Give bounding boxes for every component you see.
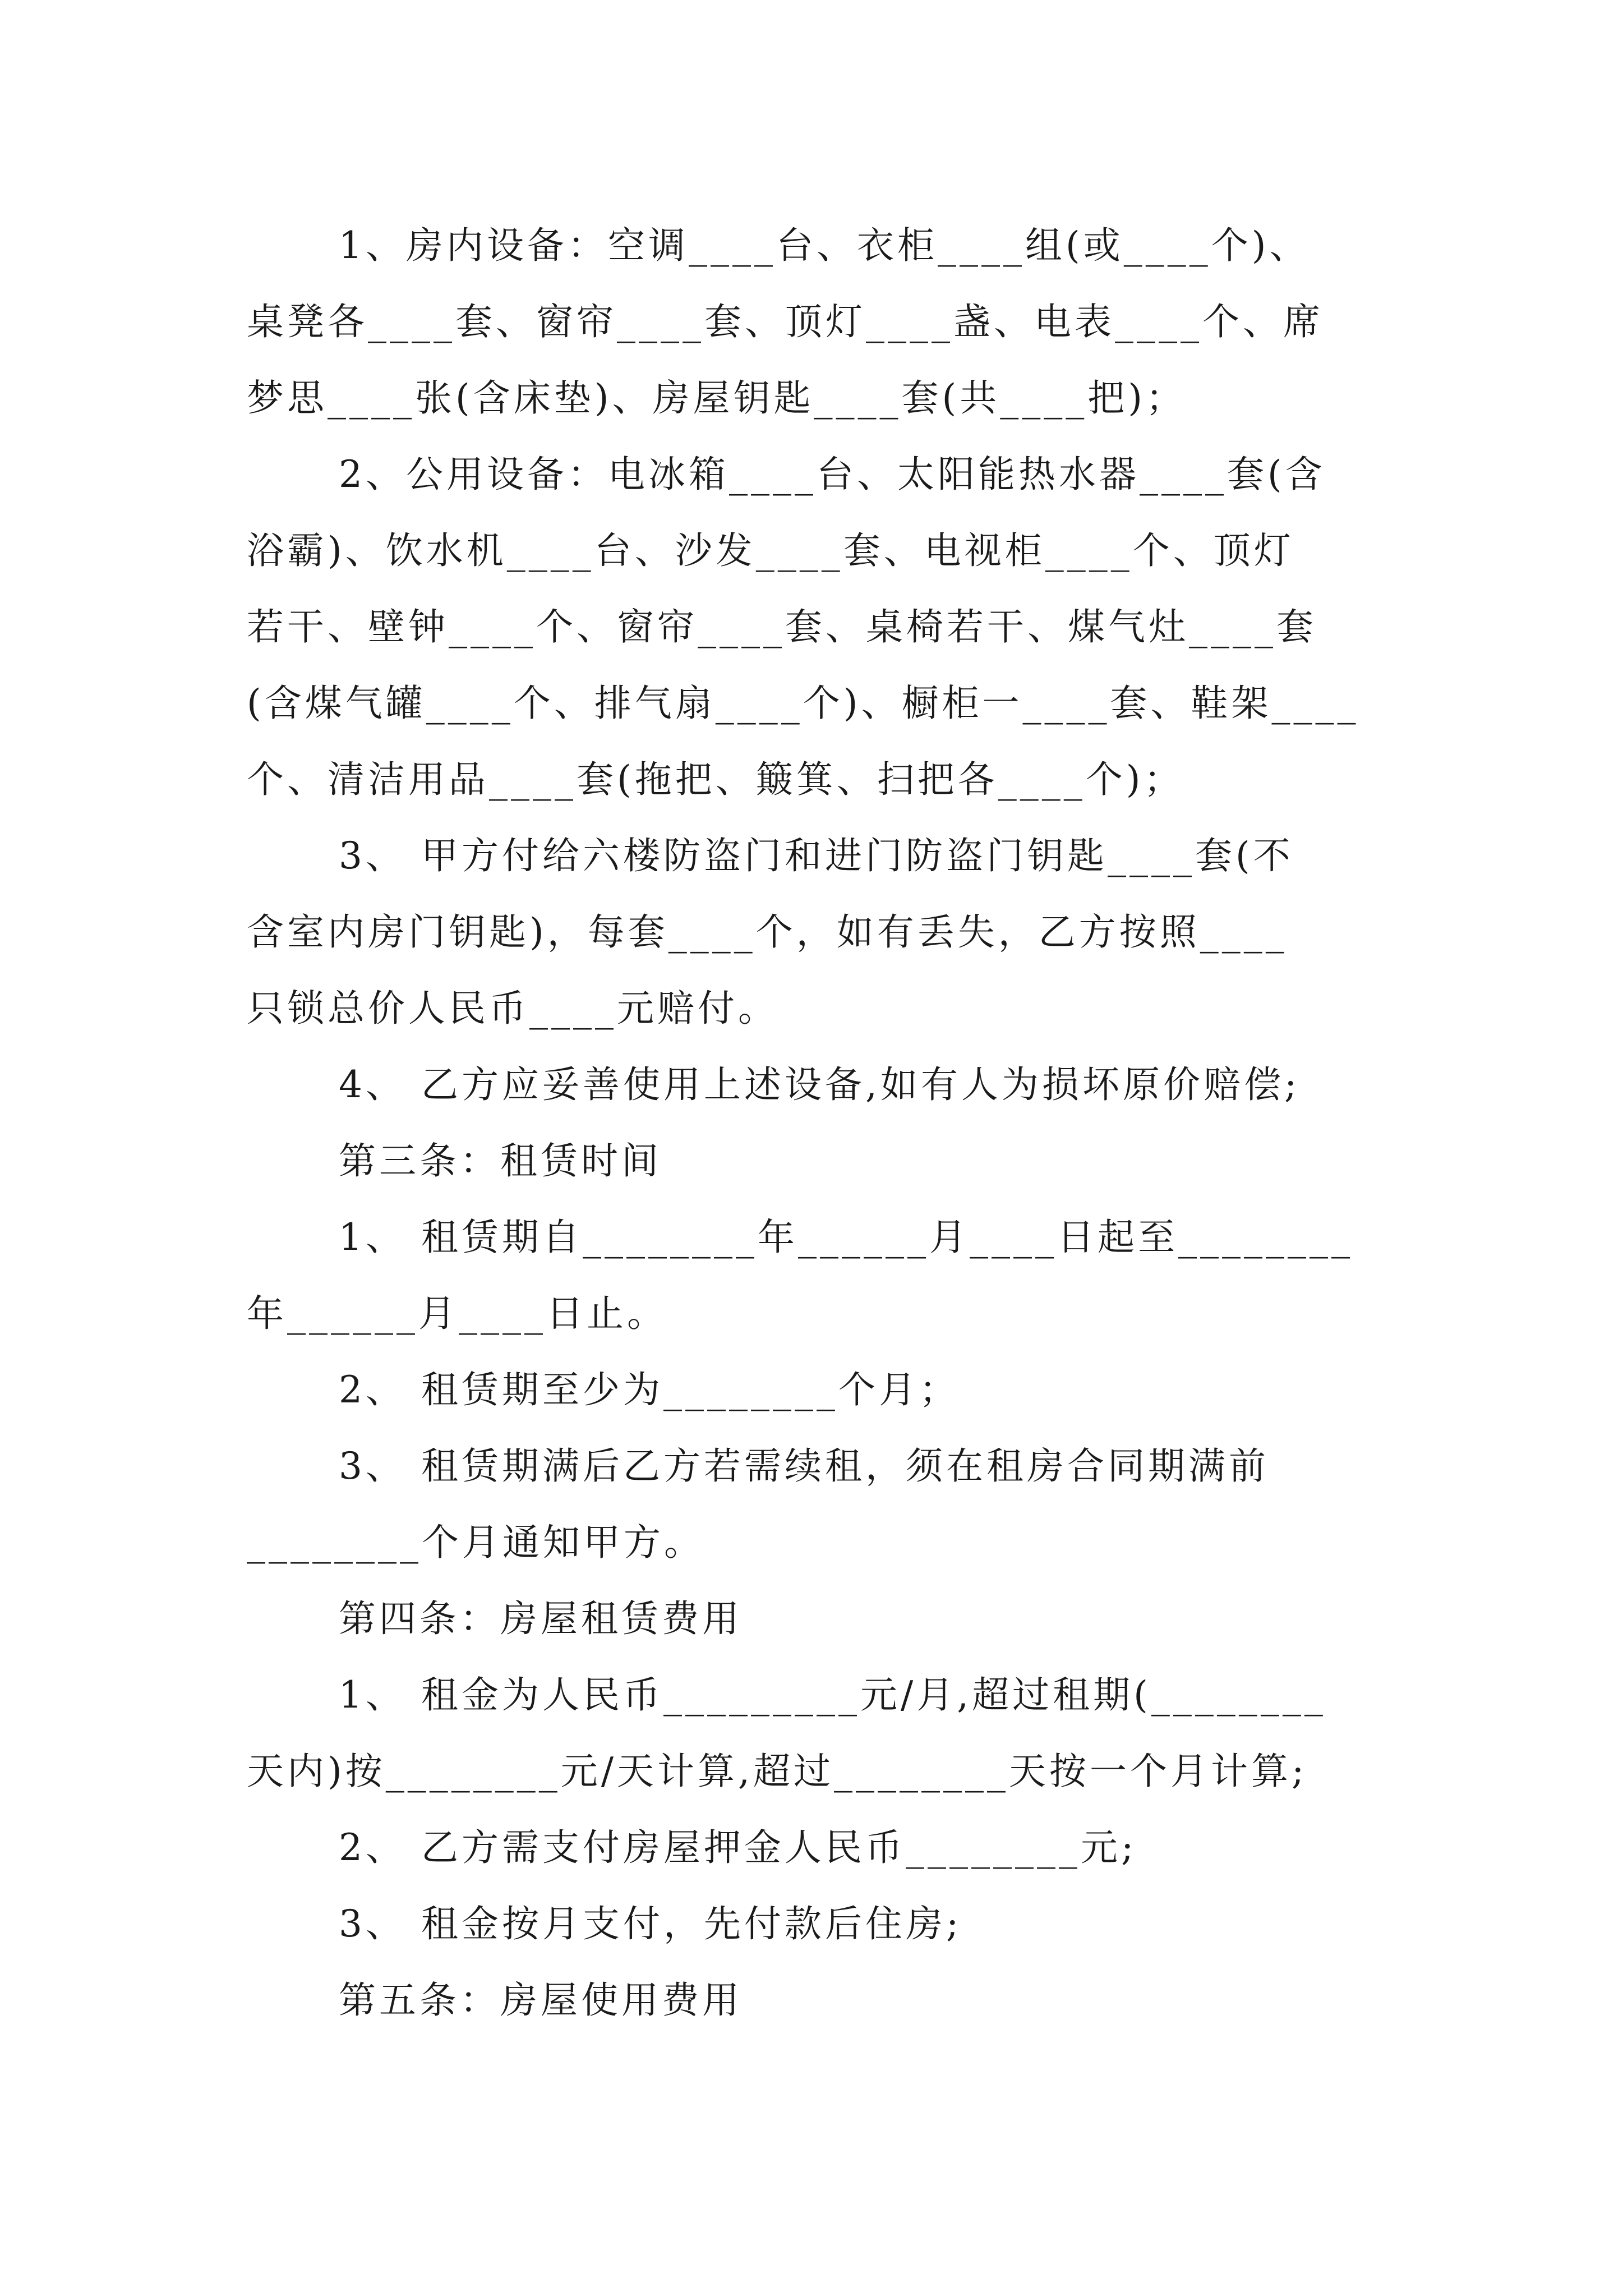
clause-line: 1、 租赁期自________年______月____日起至________: [339, 1216, 1353, 1259]
clause-line: 1、房内设备：空调____台、衣柜____组(或____个)、: [339, 224, 1310, 267]
clause-line: 浴霸)、饮水机____台、沙发____套、电视柜____个、顶灯: [247, 529, 1294, 572]
clause-line: 年______月____日止。: [247, 1292, 667, 1335]
section-heading: 第四条：房屋租赁费用: [339, 1597, 743, 1640]
document-body: [247, 208, 1385, 2039]
clause-line: 2、公用设备：电冰箱____台、太阳能热水器____套(含: [339, 453, 1326, 496]
clause-line: 3、 租赁期满后乙方若需续租，须在租房合同期满前: [339, 1444, 1269, 1488]
clause-line: 梦思____张(含床垫)、房屋钥匙____套(共____把)；: [247, 376, 1186, 420]
clause-line: 天内)按________元/天计算,超过________天按一个月计算;: [247, 1750, 1308, 1793]
clause-line: 1、 租金为人民币_________元/月,超过租期(________: [339, 1673, 1326, 1717]
clause-line: ________个月通知甲方。: [247, 1521, 704, 1564]
clause-line: 4、 乙方应妥善使用上述设备,如有人为损坏原价赔偿;: [339, 1063, 1301, 1106]
clause-line: (含煤气罐____个、排气扇____个)、橱柜一____套、鞋架____: [247, 682, 1359, 725]
clause-line: 桌凳各____套、窗帘____套、顶灯____盏、电表____个、席: [247, 300, 1324, 343]
clause-line: 3、 租金按月支付，先付款后住房;: [339, 1902, 962, 1945]
clause-line: 只锁总价人民币____元赔付。: [247, 987, 778, 1030]
clause-line: 若干、壁钟____个、窗帘____套、桌椅若干、煤气灶____套: [247, 605, 1317, 648]
clause-line: 2、 租赁期至少为________个月；: [339, 1368, 960, 1411]
clause-line: 个、清洁用品____套(拖把、簸箕、扫把各____个)；: [247, 758, 1184, 801]
clause-line: 含室内房门钥匙)，每套____个，如有丢失，乙方按照____: [247, 910, 1288, 954]
section-heading: 第三条：租赁时间: [339, 1139, 662, 1182]
clause-line: 2、 乙方需支付房屋押金人民币________元;: [339, 1826, 1137, 1869]
clause-line: 3、 甲方付给六楼防盗门和进门防盗门钥匙____套(不: [339, 834, 1294, 877]
section-heading: 第五条：房屋使用费用: [339, 1978, 743, 2022]
